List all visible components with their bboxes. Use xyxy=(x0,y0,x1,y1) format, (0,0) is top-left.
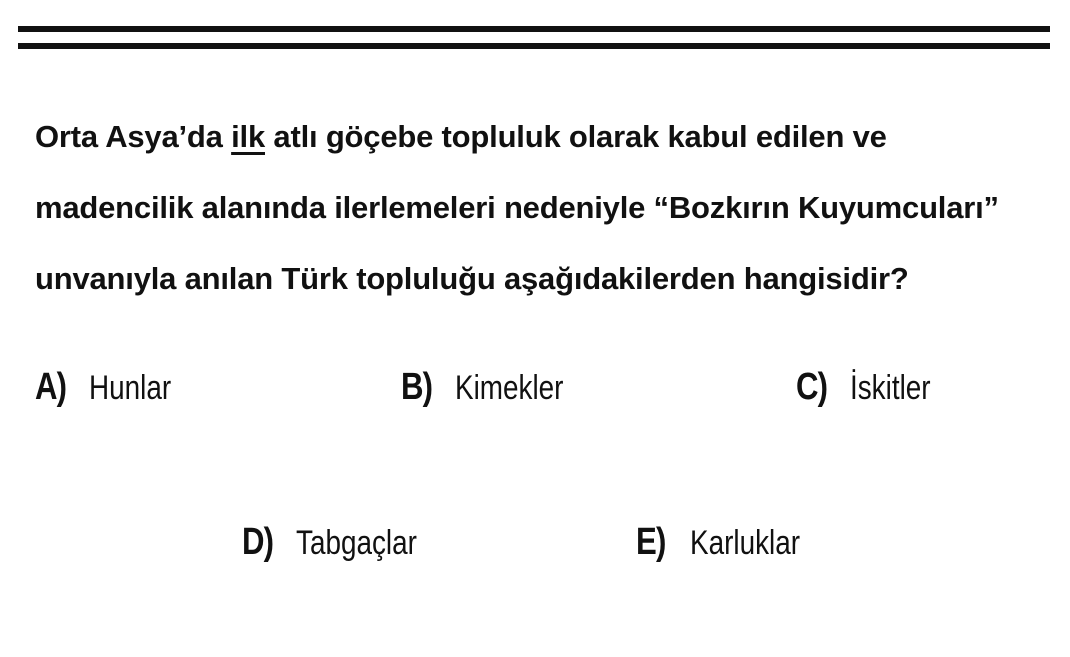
option-d[interactable] xyxy=(242,521,443,564)
question-line-1 xyxy=(35,101,1055,172)
option-e-text: Karluklar xyxy=(690,524,801,562)
option-c-letter: C) xyxy=(796,366,828,408)
second-rule-line xyxy=(18,43,1050,49)
option-a-letter: A) xyxy=(35,366,67,408)
underlined-keyword: ilk xyxy=(231,119,265,154)
option-b-letter: B) xyxy=(401,366,433,408)
option-a[interactable] xyxy=(35,366,189,409)
top-rule-line xyxy=(18,26,1050,32)
question-line-1-end: atlı göçebe topluluk olarak kabul edilen ve xyxy=(265,119,887,154)
question-line-2: madencilik alanında ilerlemeleri nedeniyle “Bozkırın Kuyumcuları” xyxy=(35,190,999,225)
option-b[interactable] xyxy=(401,366,587,409)
option-c[interactable] xyxy=(796,366,948,409)
option-b-text: Kimekler xyxy=(455,369,564,407)
option-a-text: Hunlar xyxy=(89,369,172,407)
option-d-text: Tabgaçlar xyxy=(296,524,417,562)
option-c-text: İskitler xyxy=(850,369,931,407)
option-d-letter: D) xyxy=(242,521,274,563)
question-line-3: unvanıyla anılan Türk topluluğu aşağıdakilerden hangisidir? xyxy=(35,261,909,296)
option-e-letter: E) xyxy=(636,521,666,563)
question-text xyxy=(35,101,1055,314)
option-e[interactable] xyxy=(636,521,824,564)
question-line-1-start: Orta Asya’da xyxy=(35,119,232,154)
